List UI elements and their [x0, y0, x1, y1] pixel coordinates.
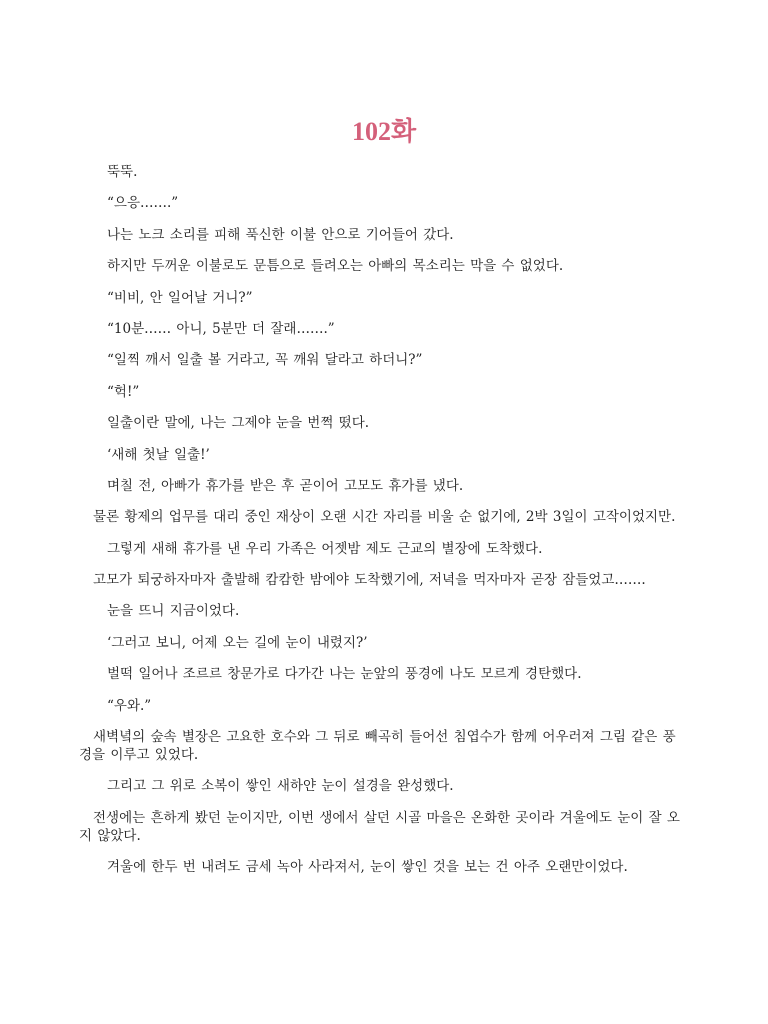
paragraph: 나는 노크 소리를 피해 푹신한 이불 안으로 기어들어 갔다.	[107, 226, 454, 243]
paragraph: 전생에는 흔하게 봤던 눈이지만, 이번 생에서 살던 시골 마을은 온화한 곳이라 겨울에도 눈이 잘 오지 않았다.	[79, 809, 680, 844]
paragraph: “비비, 안 일어날 거니?”	[107, 289, 253, 306]
paragraph: 일출이란 말에, 나는 그제야 눈을 번쩍 떴다.	[107, 415, 370, 432]
paragraph: 물론 황제의 업무를 대리 중인 재상이 오랜 시간 자리를 비울 순 없기에, 2박 3일이 고작이었지만.	[93, 509, 676, 526]
chapter-body	[79, 163, 683, 890]
paragraph: ‘새해 첫날 일출!’	[107, 446, 210, 463]
paragraph: 벌떡 일어나 조르르 창문가로 다가간 나는 눈앞의 풍경에 나도 모르게 경탄했다.	[107, 666, 582, 683]
paragraph: 그렇게 새해 휴가를 낸 우리 가족은 어젯밤 제도 근교의 별장에 도착했다.	[107, 540, 543, 557]
paragraph: 눈을 뜨니 지금이었다.	[107, 603, 240, 620]
paragraph: 고모가 퇴궁하자마자 출발해 캄캄한 밤에야 도착했기에, 저녁을 먹자마자 곧장 잠들었고…….	[93, 572, 646, 589]
paragraph: 하지만 두꺼운 이불로도 문틈으로 들려오는 아빠의 목소리는 막을 수 없었다.	[107, 258, 564, 275]
paragraph: “우와.”	[107, 697, 152, 714]
paragraph: “으응…….”	[107, 195, 179, 212]
paragraph: 새벽녘의 숲속 별장은 고요한 호수와 그 뒤로 빼곡히 들어선 침엽수가 함께 어우러져 그림 같은 풍경을 이루고 있었다.	[79, 729, 676, 764]
paragraph: 뚝뚝.	[107, 164, 138, 180]
paragraph: “일찍 깨서 일출 볼 거라고, 꼭 깨워 달라고 하더니?”	[107, 352, 423, 369]
paragraph: 며칠 전, 아빠가 휴가를 받은 후 곧이어 고모도 휴가를 냈다.	[107, 477, 464, 494]
paragraph: “헉!”	[107, 383, 140, 400]
paragraph: 그리고 그 위로 소복이 쌓인 새하얀 눈이 설경을 완성했다.	[107, 778, 454, 795]
paragraph: ‘그러고 보니, 어제 오는 길에 눈이 내렸지?’	[107, 634, 368, 651]
paragraph: “10분…… 아니, 5분만 더 잘래…….”	[107, 320, 335, 337]
chapter-title: 102화	[351, 117, 417, 146]
paragraph: 겨울에 한두 번 내려도 금세 녹아 사라져서, 눈이 쌓인 것을 보는 건 아주 오랜만이었다.	[107, 859, 628, 876]
